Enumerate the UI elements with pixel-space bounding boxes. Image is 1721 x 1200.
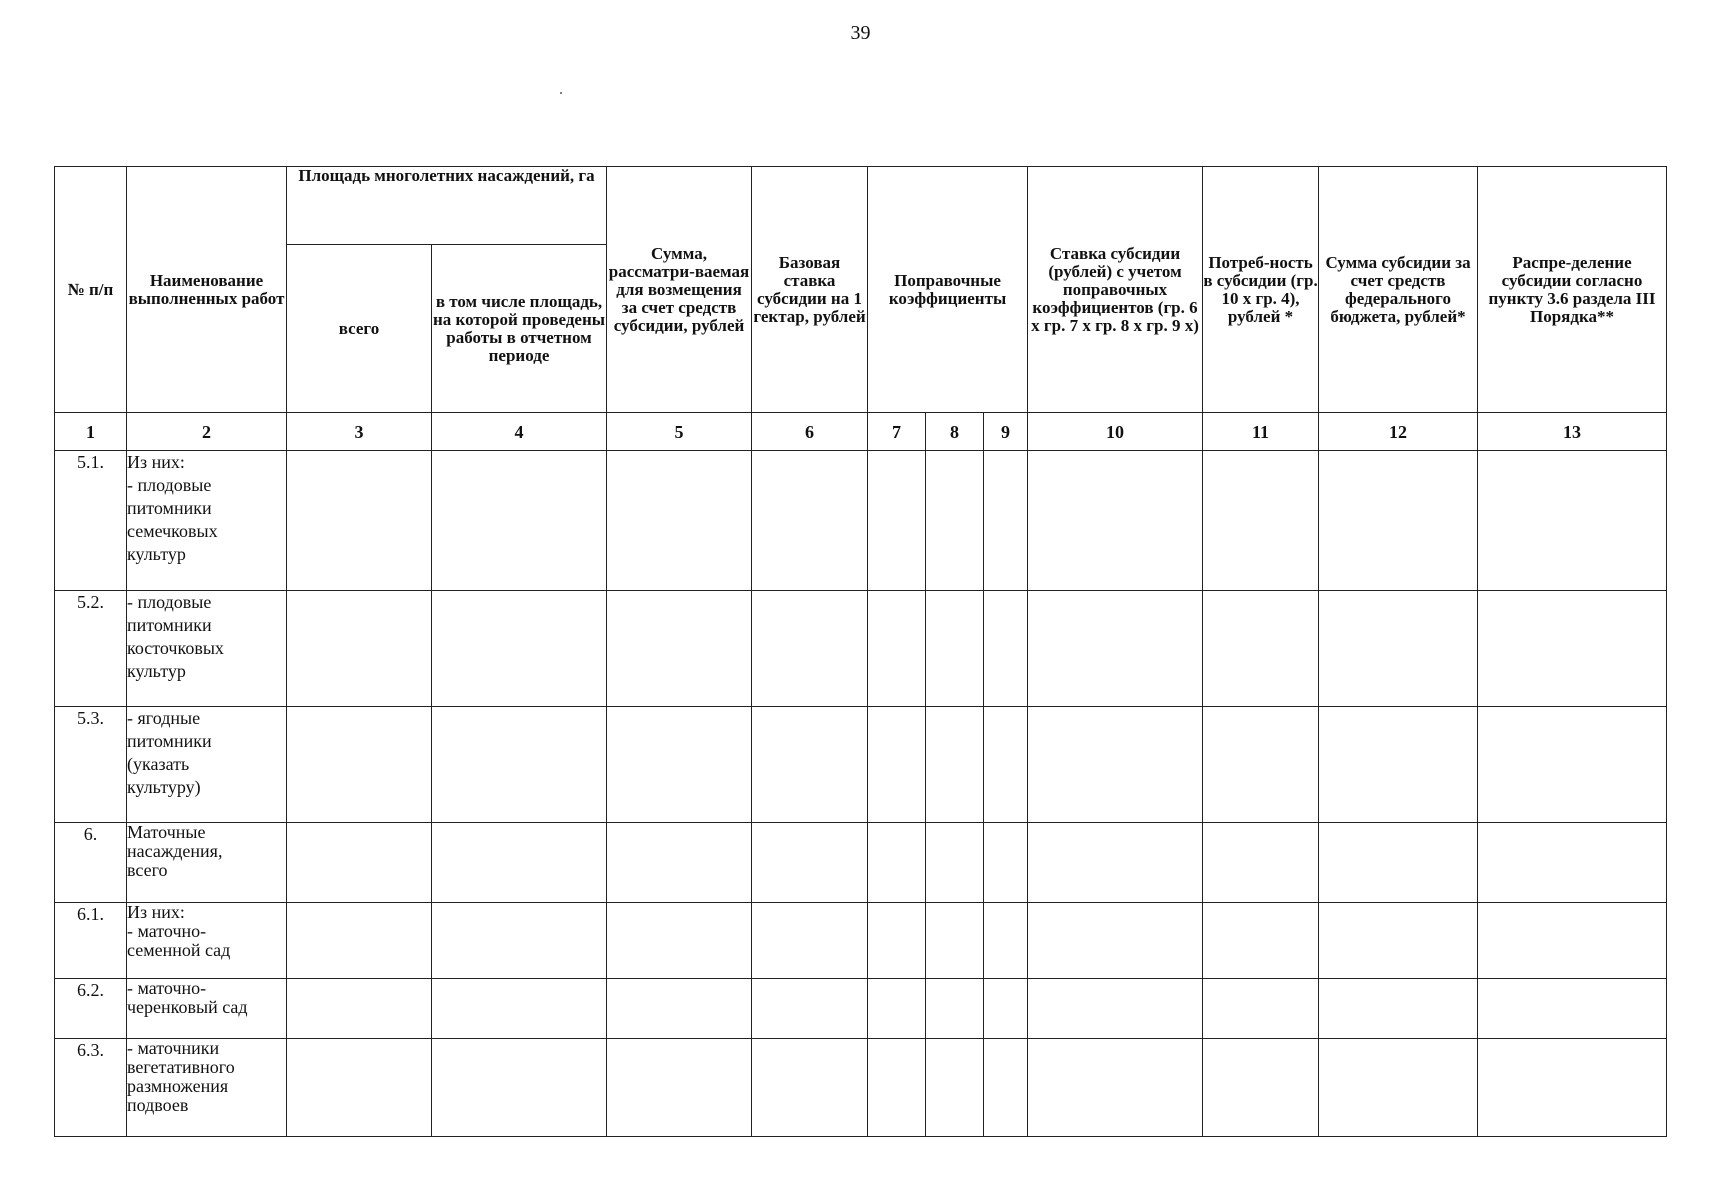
subsidy-table: [54, 166, 1667, 1137]
empty-cell: [868, 979, 926, 1039]
column-number: 6: [752, 413, 868, 451]
empty-cell: [926, 707, 984, 823]
work-name-line: всего: [127, 860, 168, 880]
row-number: 5.3.: [55, 707, 127, 823]
column-number: 1: [55, 413, 127, 451]
empty-cell: [752, 591, 868, 707]
column-number: 8: [926, 413, 984, 451]
column-number: 9: [984, 413, 1028, 451]
column-number: 11: [1203, 413, 1319, 451]
column-number: 12: [1319, 413, 1478, 451]
empty-cell: [1203, 903, 1319, 979]
column-number: 4: [432, 413, 607, 451]
empty-cell: [287, 979, 432, 1039]
work-name-line: культуру): [127, 777, 201, 797]
empty-cell: [868, 591, 926, 707]
empty-cell: [926, 451, 984, 591]
work-name-line: Из них:: [127, 902, 185, 922]
empty-cell: [432, 1039, 607, 1137]
column-number-row: [55, 413, 1667, 451]
empty-cell: [984, 707, 1028, 823]
column-number: 2: [127, 413, 287, 451]
empty-cell: [926, 979, 984, 1039]
work-name-line: - маточники: [127, 1038, 220, 1058]
work-name: [127, 823, 287, 903]
empty-cell: [607, 979, 752, 1039]
column-number: 10: [1028, 413, 1203, 451]
empty-cell: [287, 451, 432, 591]
work-name-line: - плодовые: [127, 592, 212, 612]
empty-cell: [868, 823, 926, 903]
empty-cell: [1319, 903, 1478, 979]
header-sum-considered: Сумма, рассматри-ваемая для возмещения за счет средств субсидии, рублей: [607, 167, 752, 413]
header-area-total: всего: [287, 245, 432, 413]
empty-cell: [1478, 591, 1667, 707]
empty-cell: [287, 591, 432, 707]
column-number: 5: [607, 413, 752, 451]
empty-cell: [1319, 707, 1478, 823]
empty-cell: [1203, 823, 1319, 903]
empty-cell: [868, 707, 926, 823]
column-number: 3: [287, 413, 432, 451]
empty-cell: [752, 823, 868, 903]
empty-cell: [984, 979, 1028, 1039]
empty-cell: [287, 1039, 432, 1137]
row-number: 6.: [55, 823, 127, 903]
empty-cell: [287, 707, 432, 823]
work-name-line: - маточно-: [127, 978, 207, 998]
empty-cell: [1478, 1039, 1667, 1137]
work-name-line: семечковых: [127, 521, 218, 541]
empty-cell: [1478, 903, 1667, 979]
empty-cell: [1028, 823, 1203, 903]
empty-cell: [1478, 451, 1667, 591]
empty-cell: [868, 903, 926, 979]
empty-cell: [1203, 591, 1319, 707]
empty-cell: [868, 1039, 926, 1137]
empty-cell: [607, 707, 752, 823]
table-row: [55, 823, 1667, 903]
empty-cell: [1478, 979, 1667, 1039]
header-rate-adjusted: Ставка субсидии (рублей) с учетом поправочных коэффициентов (гр. 6 х гр. 7 х гр. 8 х гр. 9 х): [1028, 167, 1203, 413]
work-name-line: насаждения,: [127, 841, 223, 861]
row-number: 6.2.: [55, 979, 127, 1039]
scan-speck: [560, 92, 562, 94]
column-number: 13: [1478, 413, 1667, 451]
empty-cell: [984, 903, 1028, 979]
empty-cell: [1028, 979, 1203, 1039]
work-name: [127, 451, 287, 591]
empty-cell: [432, 979, 607, 1039]
empty-cell: [1319, 979, 1478, 1039]
header-coefficients: Поправочные коэффициенты: [868, 167, 1028, 413]
header-distribution: Распре-деление субсидии согласно пункту 3.6 раздела III Порядка**: [1478, 167, 1667, 413]
header-no: № п/п: [55, 167, 127, 413]
work-name-line: (указать: [127, 754, 190, 774]
work-name: [127, 1039, 287, 1137]
work-name-line: - плодовые: [127, 475, 212, 495]
table-row: [55, 1039, 1667, 1137]
work-name-line: питомники: [127, 615, 212, 635]
empty-cell: [1319, 823, 1478, 903]
page-number: 39: [850, 22, 871, 44]
header-need: Потреб-ность в субсидии (гр. 10 х гр. 4), рублей *: [1203, 167, 1319, 413]
empty-cell: [926, 903, 984, 979]
empty-cell: [607, 823, 752, 903]
empty-cell: [287, 903, 432, 979]
column-number: 7: [868, 413, 926, 451]
empty-cell: [752, 451, 868, 591]
work-name-line: вегетативного: [127, 1057, 235, 1077]
row-number: 5.1.: [55, 451, 127, 591]
empty-cell: [607, 591, 752, 707]
table-row: [55, 979, 1667, 1039]
work-name: [127, 591, 287, 707]
work-name-line: - ягодные: [127, 708, 201, 728]
header-federal-sum: Сумма субсидии за счет средств федерального бюджета, рублей*: [1319, 167, 1478, 413]
work-name-line: Маточные: [127, 822, 206, 842]
table-row: [55, 707, 1667, 823]
empty-cell: [984, 591, 1028, 707]
header-area-worked: в том числе площадь, на которой проведены работы в отчетном периоде: [432, 245, 607, 413]
empty-cell: [752, 1039, 868, 1137]
empty-cell: [1478, 707, 1667, 823]
header-base-rate: Базовая ставка субсидии на 1 гектар, рублей: [752, 167, 868, 413]
work-name-line: размножения: [127, 1076, 229, 1096]
empty-cell: [1203, 979, 1319, 1039]
empty-cell: [432, 591, 607, 707]
table-row: [55, 903, 1667, 979]
row-number: 6.3.: [55, 1039, 127, 1137]
empty-cell: [432, 903, 607, 979]
empty-cell: [984, 1039, 1028, 1137]
header-work-name: Наименование выполненных работ: [127, 167, 287, 413]
empty-cell: [432, 707, 607, 823]
empty-cell: [287, 823, 432, 903]
empty-cell: [926, 823, 984, 903]
empty-cell: [607, 451, 752, 591]
empty-cell: [432, 823, 607, 903]
work-name: [127, 979, 287, 1039]
empty-cell: [1203, 707, 1319, 823]
empty-cell: [1203, 1039, 1319, 1137]
empty-cell: [1478, 823, 1667, 903]
empty-cell: [1319, 451, 1478, 591]
header-area-group: Площадь многолетних насаждений, га: [287, 167, 607, 245]
work-name-line: косточковых: [127, 638, 224, 658]
empty-cell: [1028, 1039, 1203, 1137]
work-name-line: питомники: [127, 731, 212, 751]
empty-cell: [1319, 591, 1478, 707]
empty-cell: [752, 979, 868, 1039]
work-name-line: - маточно-: [127, 921, 207, 941]
work-name-line: семенной сад: [127, 940, 231, 960]
work-name-line: питомники: [127, 498, 212, 518]
empty-cell: [926, 1039, 984, 1137]
row-number: 6.1.: [55, 903, 127, 979]
empty-cell: [607, 903, 752, 979]
empty-cell: [1028, 591, 1203, 707]
empty-cell: [984, 451, 1028, 591]
row-number: 5.2.: [55, 591, 127, 707]
empty-cell: [868, 451, 926, 591]
empty-cell: [432, 451, 607, 591]
work-name: [127, 707, 287, 823]
work-name-line: культур: [127, 661, 186, 681]
empty-cell: [752, 903, 868, 979]
empty-cell: [752, 707, 868, 823]
empty-cell: [1028, 451, 1203, 591]
table-row: [55, 451, 1667, 591]
work-name-line: подвоев: [127, 1095, 189, 1115]
empty-cell: [1028, 707, 1203, 823]
work-name-line: культур: [127, 544, 186, 564]
work-name-line: черенковый сад: [127, 997, 248, 1017]
empty-cell: [926, 591, 984, 707]
empty-cell: [1028, 903, 1203, 979]
empty-cell: [984, 823, 1028, 903]
empty-cell: [607, 1039, 752, 1137]
work-name-line: Из них:: [127, 452, 185, 472]
work-name: [127, 903, 287, 979]
table-row: [55, 591, 1667, 707]
empty-cell: [1319, 1039, 1478, 1137]
empty-cell: [1203, 451, 1319, 591]
